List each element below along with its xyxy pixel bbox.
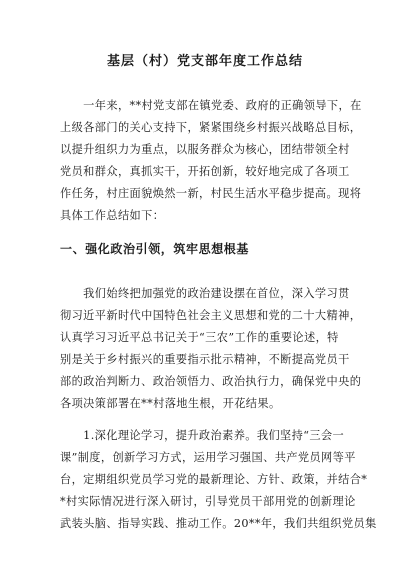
paragraph-line: 课”制度，创新学习方式，运用学习强国、共产党员网等平 — [60, 451, 356, 464]
paragraph-line: 1.深化理论学习，提升政治素养。我们坚持“三会一 — [60, 429, 345, 442]
section-heading: 一、强化政治引领，筑牢思想根基 — [60, 242, 250, 256]
document-title: 基层（村）党支部年度工作总结 — [106, 54, 303, 69]
paragraph-line: 别是关于乡村振兴的重要指示批示精神，不断提高党员干 — [60, 353, 350, 366]
paragraph-line: 武装头脑、指导实践、推动工作。20**年，我们共组织党员集 — [60, 517, 377, 530]
paragraph-line: 彻习近平新时代中国特色社会主义思想和党的二十大精神， — [60, 309, 362, 322]
paragraph-line: 部的政治判断力、政治领悟力、政治执行力，确保党中央的 — [60, 375, 362, 388]
paragraph-line: 我们始终把加强党的政治建设摆在首位，深入学习贯 — [60, 287, 350, 300]
paragraph-line: 认真学习习近平总书记关于“三农”工作的重要论述，特 — [60, 331, 339, 344]
paragraph-line: 以提升组织力为重点，以服务群众为核心，团结带领全村 — [60, 143, 350, 156]
item1-paragraph — [60, 425, 377, 535]
intro-paragraph — [60, 95, 360, 227]
paragraph-line: 各项决策部署在**村落地生根，开花结果。 — [60, 397, 281, 410]
paragraph-line: 台，定期组织党员学习党的最新理论、方针、政策，并结合* — [60, 473, 368, 486]
paragraph-line: 作任务，村庄面貌焕然一新，村民生活水平稳步提高。现将 — [60, 187, 362, 200]
paragraph-line: *村实际情况进行深入研讨，引导党员干部用党的创新理论 — [60, 495, 356, 508]
paragraph-line: 一年来，**村党支部在镇党委、政府的正确领导下，在 — [60, 99, 362, 112]
paragraph-line: 上级各部门的关心支持下，紧紧围绕乡村振兴战略总目标， — [60, 121, 362, 134]
section1-paragraph — [60, 283, 360, 415]
paragraph-line: 党员和群众，真抓实干，开拓创新，较好地完成了各项工 — [60, 165, 350, 178]
paragraph-line: 具体工作总结如下： — [60, 209, 165, 222]
